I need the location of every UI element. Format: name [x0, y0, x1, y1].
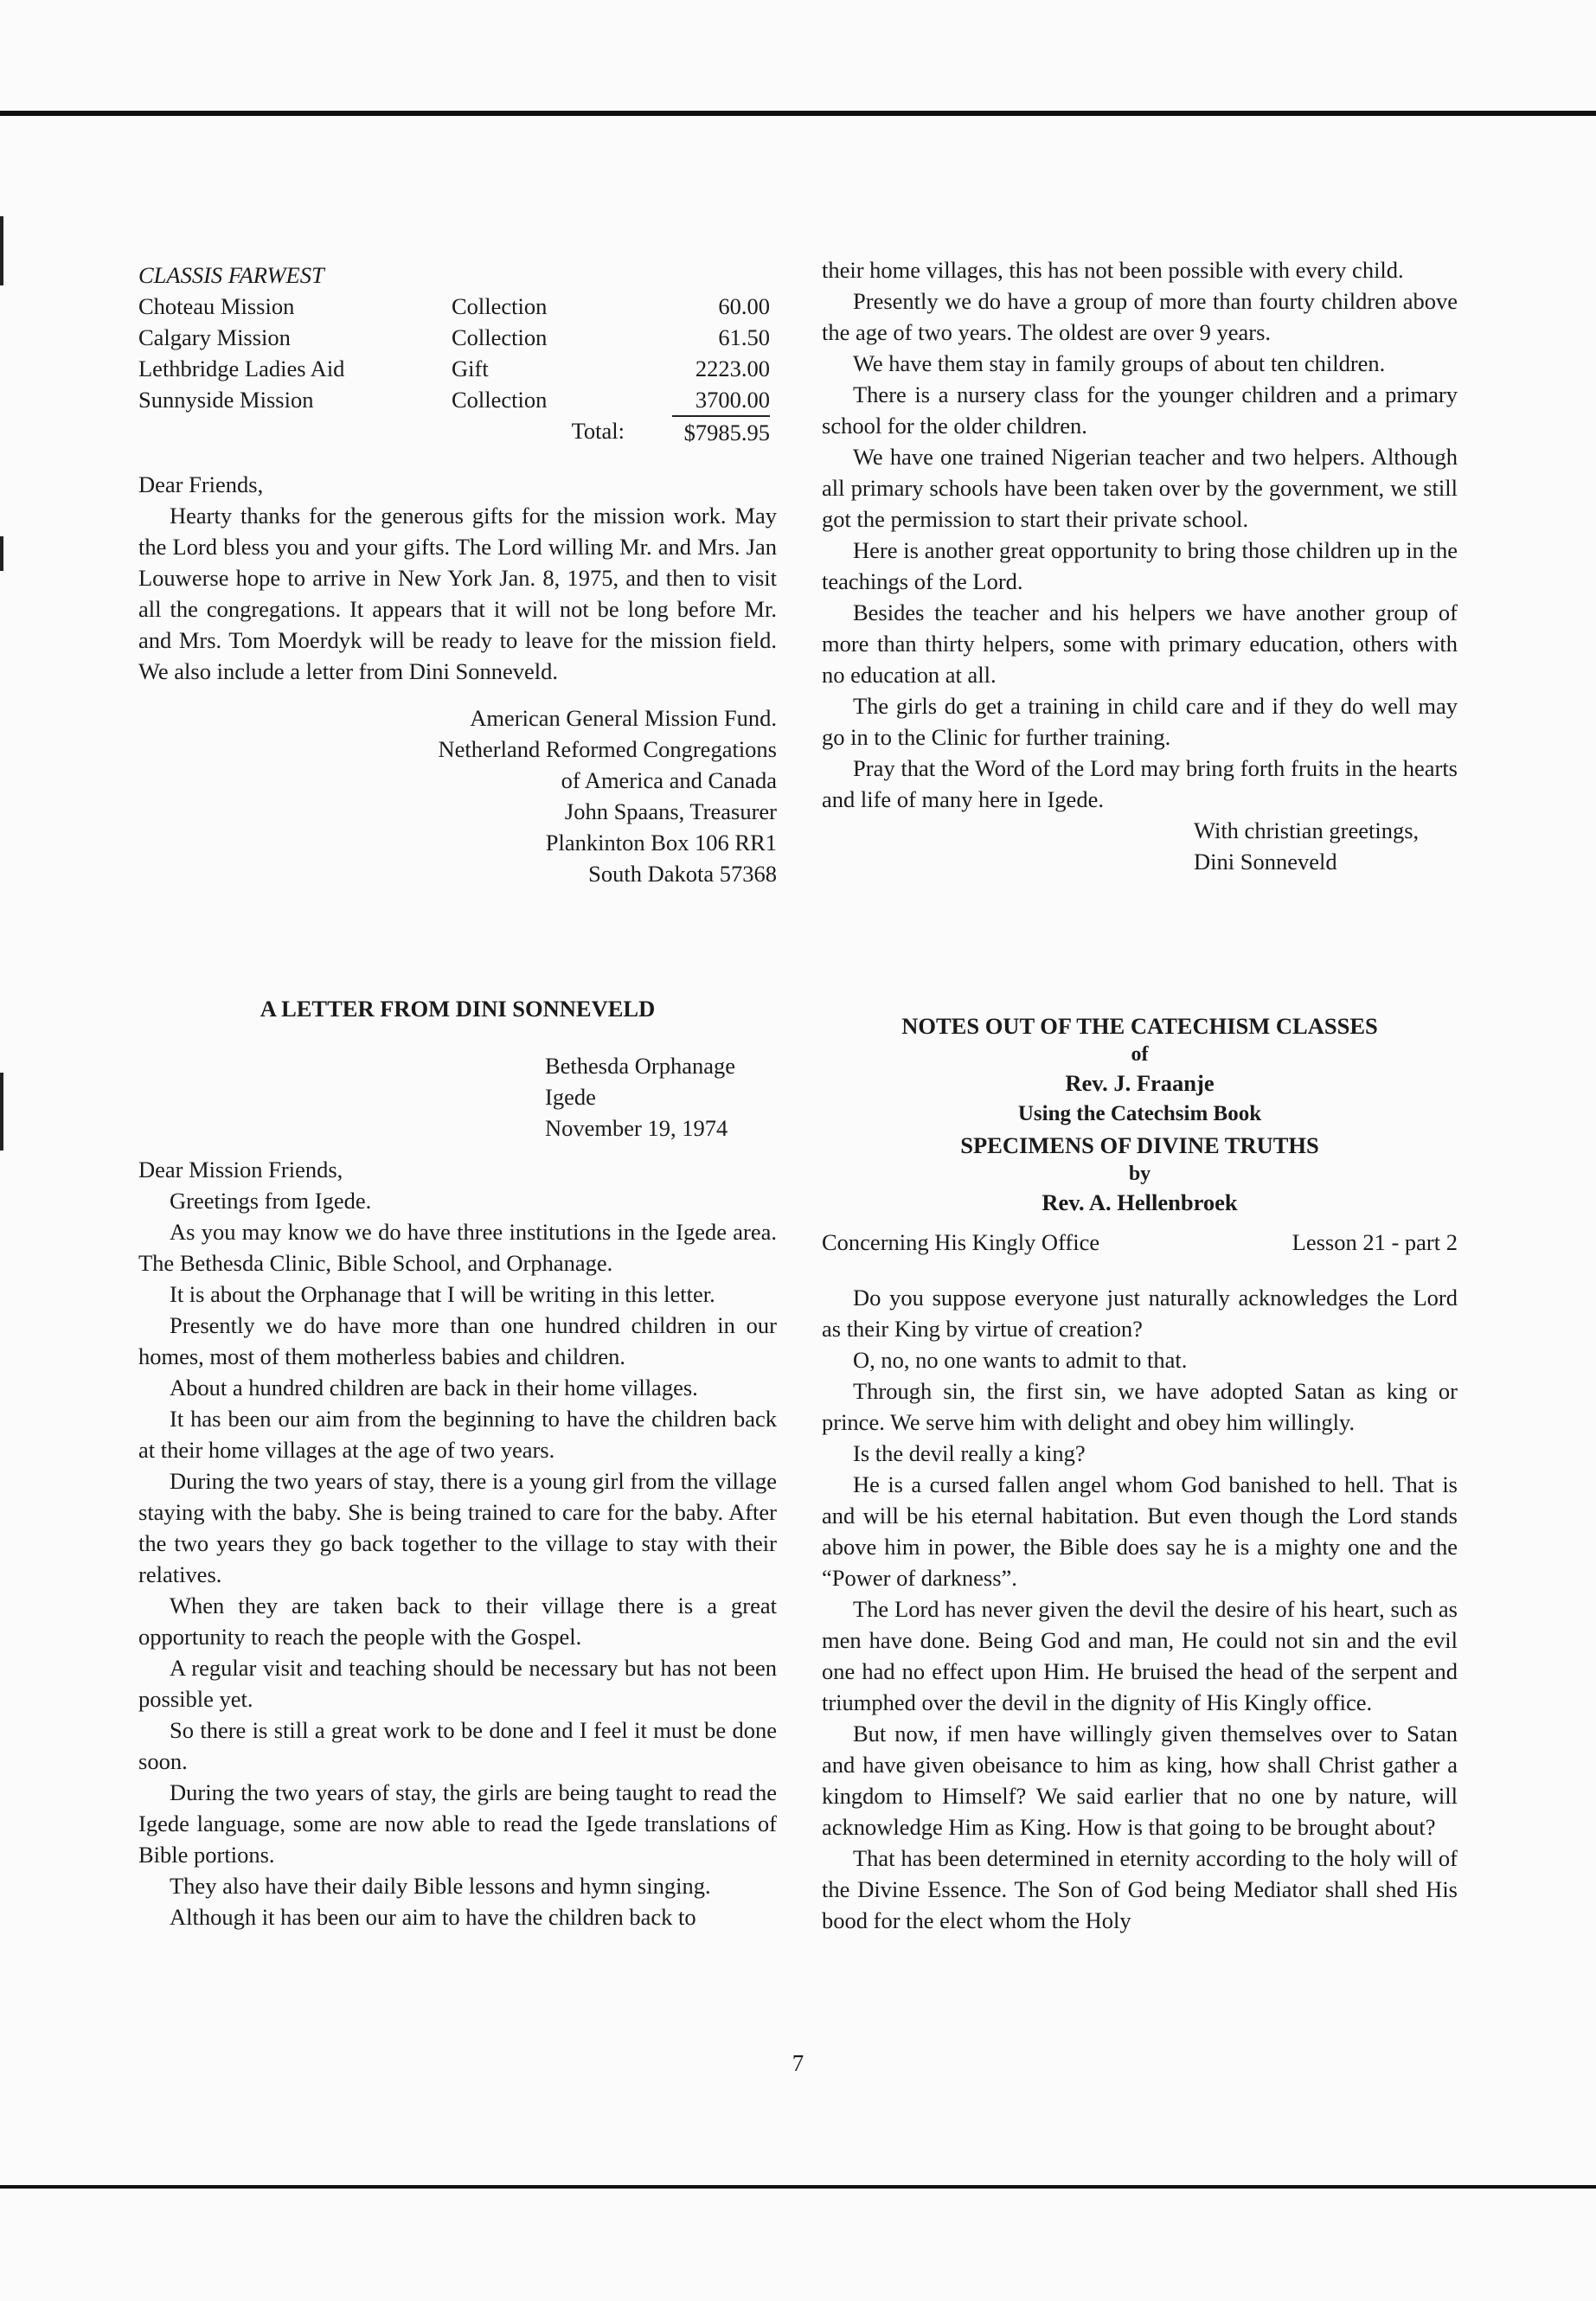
letter-paragraph: Although it has been our aim to have the children back to — [170, 1904, 696, 1930]
classis-title: CLASSIS FARWEST — [138, 262, 324, 288]
letter-paragraph: When they are taken back to their village there is a great opportunity to reach the people with the Gospel. — [138, 1593, 777, 1650]
donation-amount: 61.50 — [718, 324, 770, 350]
donations-table — [138, 291, 770, 448]
letter-paragraph: Presently we do have a group of more than fourty children above the age of two years. The oldest are over 9 years. — [822, 288, 1458, 345]
top-rule — [0, 111, 1596, 116]
closing-line: Dini Sonneveld — [1194, 849, 1337, 875]
donor-name: Lethbridge Ladies Aid — [138, 356, 345, 381]
donor-name: Choteau Mission — [138, 293, 295, 319]
letter-closing — [1194, 815, 1458, 877]
table-row — [138, 353, 770, 384]
letter-paragraph: During the two years of stay, there is a young girl from the village staying with the baby. She is being trained to care for the baby. After the two years they go back together to the village to stay with their relatives. — [138, 1468, 777, 1587]
address-line: Bethesda Orphanage — [545, 1053, 736, 1079]
donations-section — [138, 260, 777, 889]
donation-type: Collection — [452, 293, 548, 319]
treasurer-salutation: Dear Friends, — [138, 471, 264, 497]
letter-paragraph: their home villages, this has not been possible with every child. — [822, 257, 1404, 283]
treasurer-body: Hearty thanks for the generous gifts for the mission work. May the Lord bless you and your gifts. The Lord willing Mr. and Mrs. Jan Louwerse hope to arrive in New York Jan. 8, 1975, and then to visit all the congregations. It appears that it will not be long before Mr. and Mrs. Tom Moerdyk will be ready to leave for the mission field. We also include a letter from Dini Sonneveld. — [138, 503, 777, 684]
table-row — [138, 291, 770, 322]
bottom-rule — [0, 2185, 1596, 2189]
total-label: Total: — [571, 418, 625, 444]
table-row — [138, 384, 770, 415]
donation-type: Collection — [452, 387, 548, 413]
treasurer-signature — [138, 702, 777, 889]
catechism-paragraph: Through sin, the first sin, we have adopted Satan as king or prince. We serve him with delight and obey him willingly. — [822, 1378, 1458, 1435]
letter-paragraph: It has been our aim from the beginning to have the children back at their home villages at the age of two years. — [138, 1406, 777, 1463]
table-row — [138, 322, 770, 353]
address-line: November 19, 1974 — [545, 1115, 728, 1141]
donation-amount: 3700.00 — [695, 387, 770, 413]
catechism-paragraph: The Lord has never given the devil the desire of his heart, such as men have done. Being God and man, He could not sin and the evil one had no effect upon Him. He bruised the head of the serpent and triumphed over the devil in the dignity of His Kingly office. — [822, 1596, 1458, 1715]
signature-line: Netherland Reformed Congregations — [438, 736, 777, 762]
catechism-paragraph: O, no, no one wants to admit to that. — [853, 1347, 1188, 1373]
letter-paragraph: They also have their daily Bible lessons and hymn singing. — [170, 1873, 711, 1899]
catechism-paragraph: But now, if men have willingly given themselves over to Satan and have given obeisance to him as king, how shall Christ gather a kingdom to Himself? We said earlier that no one by nature, will acknowledge Him as King. How is that going to be brought about? — [822, 1721, 1458, 1840]
letter-paragraph: Pray that the Word of the Lord may bring forth fruits in the hearts and life of many here in Igede. — [822, 755, 1458, 812]
letter-paragraph: Besides the teacher and his helpers we have another group of more than thirty helpers, some with primary education, others with no education at all. — [822, 599, 1458, 688]
letter-paragraph: As you may know we do have three institutions in the Igede area. The Bethesda Clinic, Bible School, and Orphanage. — [138, 1219, 777, 1276]
total-amount: $7985.95 — [672, 415, 770, 448]
letter-salutation: Dear Mission Friends, — [138, 1157, 343, 1183]
donation-type: Collection — [452, 324, 548, 350]
donation-amount: 60.00 — [718, 293, 770, 319]
letter-paragraph: The girls do get a training in child care and if they do well may go in to the Clinic for further training. — [822, 693, 1458, 750]
catechism-paragraph: Is the devil really a king? — [853, 1440, 1086, 1466]
edge-mark — [0, 216, 3, 285]
dini-letter-continued — [822, 254, 1458, 877]
signature-line: Plankinton Box 106 RR1 — [545, 830, 777, 856]
catechism-paragraph: That has been determined in eternity according to the holy will of the Divine Essence. The Son of God being Mediator shall shed His bood for the elect whom the Holy — [822, 1845, 1458, 1933]
donor-name: Calgary Mission — [138, 324, 291, 350]
catechism-paragraph: Do you suppose everyone just naturally acknowledges the Lord as their King by virtue of creation? — [822, 1285, 1458, 1342]
page-number: 7 — [792, 2050, 804, 2076]
letter-paragraph: Greetings from Igede. — [170, 1188, 372, 1214]
catechism-title: NOTES OUT OF THE CATECHISM CLASSES — [901, 1013, 1378, 1039]
donation-amount: 2223.00 — [695, 356, 770, 381]
catechism-by: by — [1128, 1163, 1151, 1185]
letter-paragraph: So there is still a great work to be done and I feel it must be done soon. — [138, 1717, 777, 1774]
edge-mark — [0, 1073, 3, 1150]
letter-paragraph: There is a nursery class for the younger children and a primary school for the older children. — [822, 381, 1458, 439]
catechism-author: Rev. A. Hellenbroek — [1042, 1189, 1238, 1215]
letter-paragraph: A regular visit and teaching should be necessary but has not been possible yet. — [138, 1655, 777, 1712]
address-line: Igede — [545, 1084, 596, 1110]
catechism-book: SPECIMENS OF DIVINE TRUTHS — [960, 1132, 1319, 1158]
signature-line: John Spaans, Treasurer — [564, 798, 777, 824]
signature-line: of America and Canada — [561, 767, 777, 793]
lesson-number: Lesson 21 - part 2 — [1292, 1229, 1458, 1255]
letter-paragraph: We have them stay in family groups of about ten children. — [853, 350, 1386, 376]
edge-mark — [0, 536, 3, 571]
letter-paragraph: During the two years of stay, the girls are being taught to read the Igede language, some are now able to read the Igede translations of Bible portions. — [138, 1779, 777, 1868]
lesson-subject: Concerning His Kingly Office — [822, 1229, 1100, 1255]
donor-name: Sunnyside Mission — [138, 387, 314, 413]
dini-letter-heading: A LETTER FROM DINI SONNEVELD — [260, 996, 656, 1022]
letter-address — [545, 1050, 777, 1144]
letter-paragraph: Presently we do have more than one hundred children in our homes, most of them motherless babies and children. — [138, 1312, 777, 1369]
lesson-row — [822, 1227, 1458, 1258]
catechism-of: of — [1131, 1043, 1149, 1066]
signature-line: South Dakota 57368 — [588, 861, 777, 887]
donation-type: Gift — [452, 356, 489, 381]
total-row — [138, 415, 770, 448]
catechism-paragraph: He is a cursed fallen angel whom God banished to hell. That is and will be his eternal habitation. But even though the Lord stands above him in power, the Bible does say he is a mighty one and the “Power of darkness”. — [822, 1471, 1458, 1591]
catechism-section — [822, 1010, 1458, 1936]
signature-line: American General Mission Fund. — [470, 705, 777, 731]
catechism-teacher: Rev. J. Fraanje — [1065, 1070, 1215, 1096]
letter-paragraph: We have one trained Nigerian teacher and two helpers. Although all primary schools have been taken over by the government, we still got the permission to start their private school. — [822, 444, 1458, 532]
letter-paragraph: It is about the Orphanage that I will be writing in this letter. — [170, 1281, 715, 1307]
letter-paragraph: About a hundred children are back in their home villages. — [170, 1375, 698, 1400]
letter-paragraph: Here is another great opportunity to bring those children up in the teachings of the Lord. — [822, 537, 1458, 594]
catechism-using: Using the Catechsim Book — [1017, 1102, 1262, 1125]
closing-line: With christian greetings, — [1194, 817, 1420, 843]
dini-letter-section — [138, 993, 777, 1932]
